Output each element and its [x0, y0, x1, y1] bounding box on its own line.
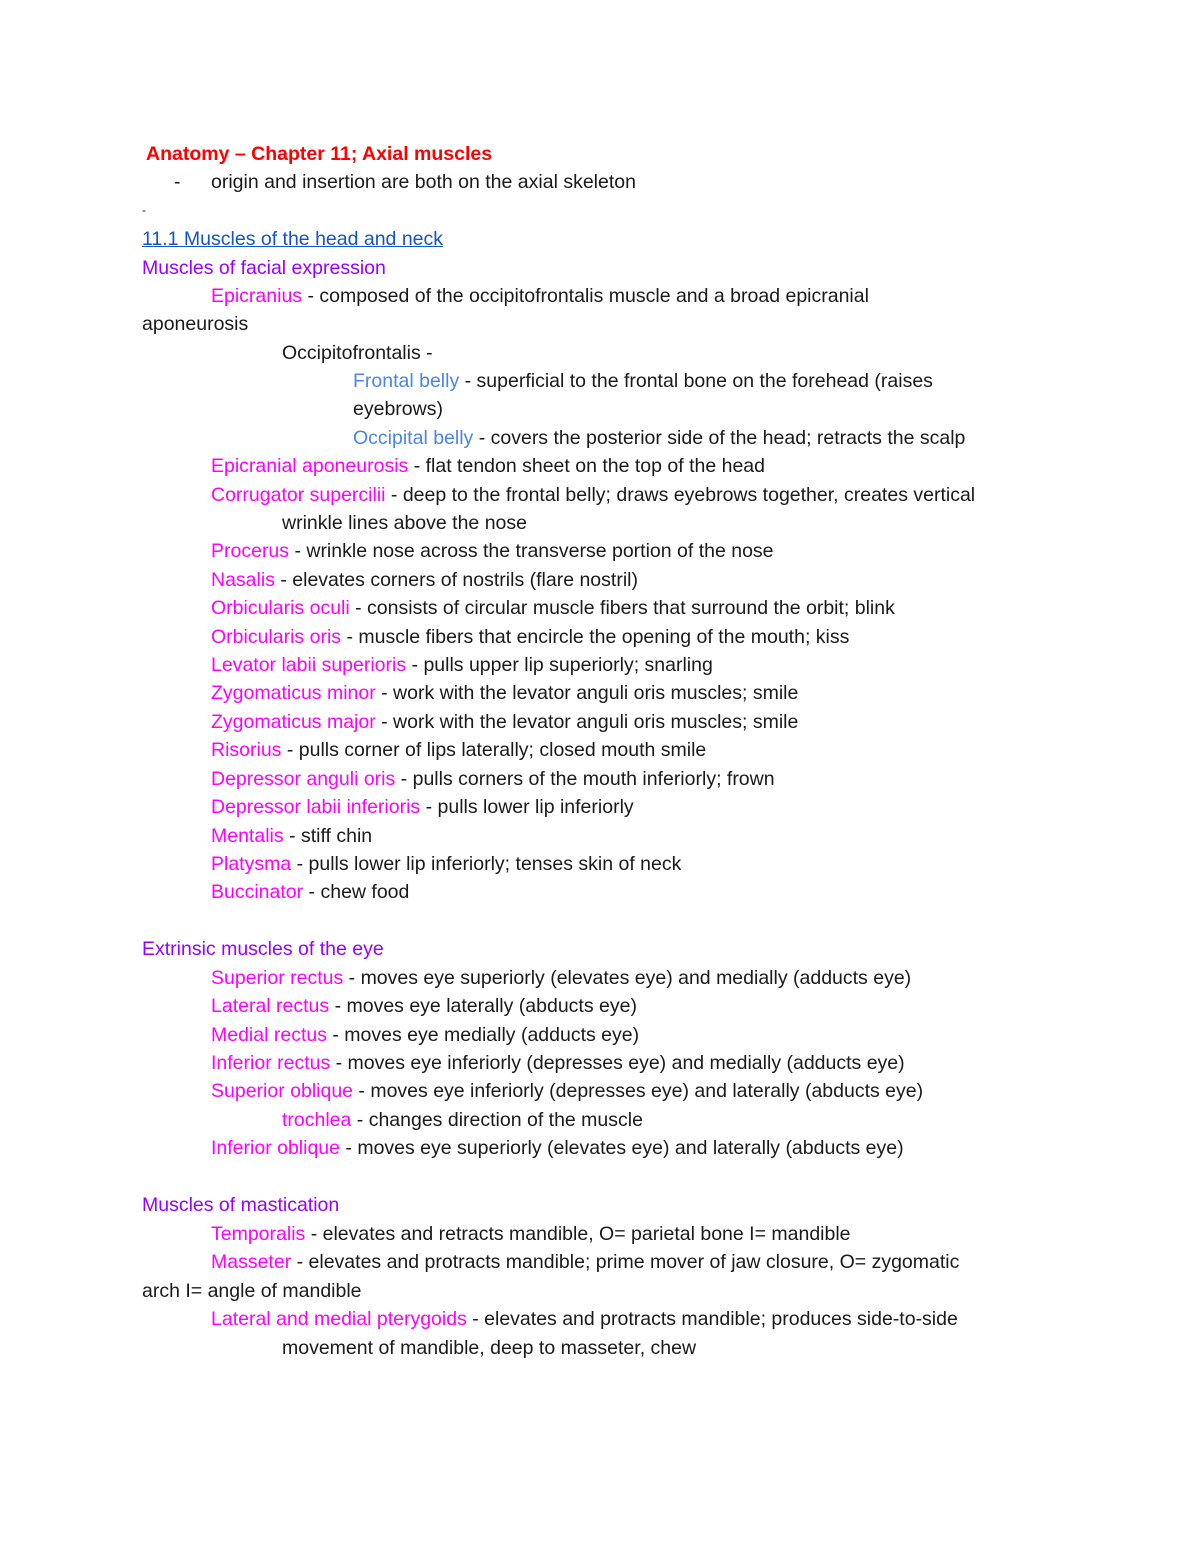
description: - elevates and protracts mandible; prime mover of jaw closure, O= zygomatic [291, 1251, 960, 1273]
term: Orbicularis oculi [211, 597, 350, 619]
term: Levator labii superioris [211, 654, 407, 676]
term: Temporalis [211, 1223, 306, 1245]
facial-item [211, 679, 798, 707]
description: - pulls lower lip inferiorly [420, 796, 634, 818]
facial-item [211, 481, 975, 509]
description: - moves eye laterally (abducts eye) [329, 995, 637, 1017]
term: Depressor labii inferioris [211, 796, 421, 818]
mastication-item [211, 1220, 851, 1248]
facial-item [211, 452, 765, 480]
description: - work with the levator anguli oris muscles; smile [375, 711, 799, 733]
term: Inferior oblique [211, 1137, 340, 1159]
term: Occipital belly [353, 427, 474, 449]
term: Corrugator supercilii [211, 484, 386, 506]
description: - moves eye inferiorly (depresses eye) and medially (adducts eye) [330, 1052, 905, 1074]
description: - moves eye superiorly (elevates eye) and medially (adducts eye) [343, 967, 912, 989]
term: Zygomaticus minor [211, 682, 376, 704]
description: - pulls corners of the mouth inferiorly; frown [395, 768, 775, 790]
eye-item [211, 1021, 639, 1049]
term: Nasalis [211, 569, 275, 591]
frontal-belly-wrap: eyebrows) [353, 398, 443, 420]
description: - composed of the occipitofrontalis muscle and a broad epicranial [302, 285, 869, 307]
description: - moves eye inferiorly (depresses eye) and laterally (abducts eye) [353, 1080, 924, 1102]
occipitofrontalis-row: Occipitofrontalis - [282, 342, 433, 364]
description: - elevates corners of nostrils (flare nostril) [274, 569, 638, 591]
facial-item [211, 793, 634, 821]
description: - elevates and retracts mandible, O= parietal bone I= mandible [305, 1223, 851, 1245]
term: Superior oblique [211, 1080, 354, 1102]
description: - flat tendon sheet on the top of the head [408, 455, 765, 477]
term: Platysma [211, 853, 292, 875]
description: - work with the levator anguli oris muscles; smile [375, 682, 799, 704]
description: - pulls corner of lips laterally; closed mouth smile [281, 739, 707, 761]
description: - superficial to the frontal bone on the forehead (raises [459, 370, 933, 392]
empty-dash: - [142, 203, 146, 217]
term: Epicranius [211, 285, 303, 307]
description: - moves eye medially (adducts eye) [326, 1024, 640, 1046]
term: Orbicularis oris [211, 626, 342, 648]
bullet-marker: - [174, 171, 181, 193]
term: Lateral rectus [211, 995, 330, 1017]
description: - consists of circular muscle fibers that surround the orbit; blink [349, 597, 895, 619]
mastication-item [211, 1305, 958, 1333]
term: Depressor anguli oris [211, 768, 396, 790]
eye-item [211, 992, 637, 1020]
term: Zygomaticus major [211, 711, 376, 733]
term: Epicranial aponeurosis [211, 455, 409, 477]
occipital-belly-row [353, 424, 965, 452]
description: - muscle fibers that encircle the opening of the mouth; kiss [341, 626, 850, 648]
term: Buccinator [211, 881, 304, 903]
term: Procerus [211, 540, 290, 562]
facial-item [211, 594, 895, 622]
description: - chew food [303, 881, 410, 903]
term: Risorius [211, 739, 282, 761]
facial-item [211, 850, 681, 878]
term: Masseter [211, 1251, 292, 1273]
term: Mentalis [211, 825, 284, 847]
intro-text: origin and insertion are both on the axial skeleton [211, 171, 636, 193]
facial-item [211, 708, 798, 736]
facial-item [211, 765, 775, 793]
term: Medial rectus [211, 1024, 327, 1046]
eye-item [211, 1134, 904, 1162]
eye-item [211, 1077, 923, 1105]
description: - pulls upper lip superiorly; snarling [406, 654, 713, 676]
pterygoids-wrap: movement of mandible, deep to masseter, chew [282, 1337, 697, 1359]
trochlea-row [282, 1106, 643, 1134]
facial-heading: Muscles of facial expression [142, 257, 386, 279]
description: - stiff chin [283, 825, 373, 847]
facial-item [211, 651, 713, 679]
facial-item [211, 822, 372, 850]
term: Frontal belly [353, 370, 460, 392]
facial-item [211, 878, 409, 906]
facial-item [211, 566, 638, 594]
frontal-belly-row [353, 367, 933, 395]
term: Inferior rectus [211, 1052, 331, 1074]
eye-item [211, 964, 911, 992]
description: - pulls lower lip inferiorly; tenses skin of neck [291, 853, 682, 875]
facial-item [211, 537, 774, 565]
facial-item [211, 623, 849, 651]
intro-bullet [0, 168, 1200, 196]
eye-heading: Extrinsic muscles of the eye [142, 938, 384, 960]
masseter-wrap: arch I= angle of mandible [142, 1280, 362, 1302]
term: Superior rectus [211, 967, 344, 989]
description: - moves eye superiorly (elevates eye) and laterally (abducts eye) [340, 1137, 904, 1159]
description: - wrinkle nose across the transverse portion of the nose [289, 540, 774, 562]
facial-item [211, 736, 706, 764]
mastication-heading: Muscles of mastication [142, 1194, 340, 1216]
description: - elevates and protracts mandible; produces side-to-side [466, 1308, 958, 1330]
description: - deep to the frontal belly; draws eyebrows together, creates vertical [385, 484, 976, 506]
description: - covers the posterior side of the head; retracts the scalp [473, 427, 966, 449]
epicranius-row [211, 282, 869, 310]
mastication-item [211, 1248, 959, 1276]
document-title: Anatomy – Chapter 11; Axial muscles [146, 143, 493, 165]
section-link[interactable]: 11.1 Muscles of the head and neck [142, 228, 444, 250]
term: trochlea [282, 1109, 352, 1131]
eye-item [211, 1049, 905, 1077]
facial-item-wrap: wrinkle lines above the nose [282, 512, 527, 534]
description: - changes direction of the muscle [351, 1109, 643, 1131]
term: Lateral and medial pterygoids [211, 1308, 467, 1330]
epicranius-wrap: aponeurosis [142, 313, 249, 335]
